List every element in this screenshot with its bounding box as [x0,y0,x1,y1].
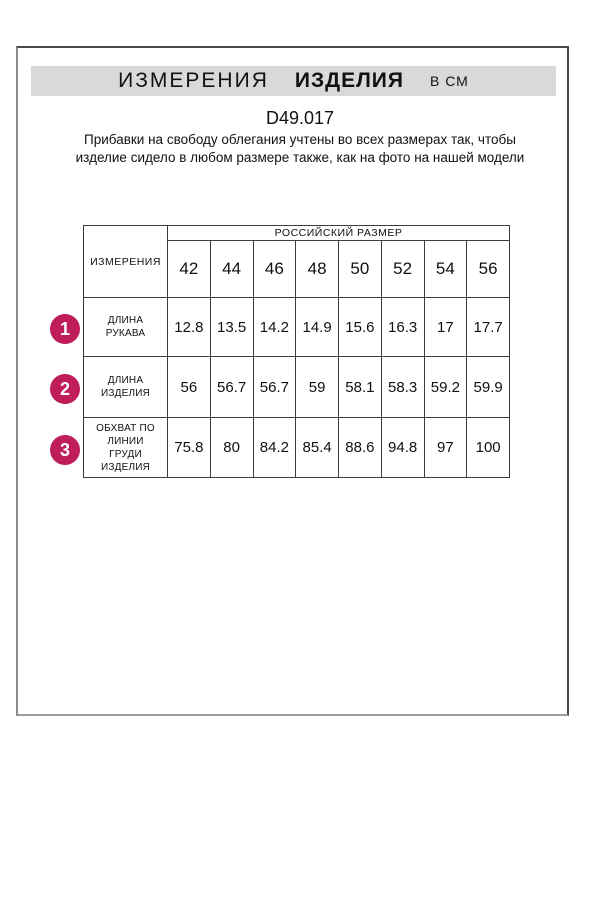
fit-description: Прибавки на свободу облегания учтены во всех размерах так, чтобы изделие сидело в любом размере также, как на фото на нашей модели [75,132,525,165]
value-cell: 58.3 [381,357,424,418]
row-number-badge-3: 3 [50,435,80,465]
article-code: D49.017 [265,108,335,128]
value-cell: 85.4 [296,418,339,478]
table-row-product-length [84,357,510,418]
size-cell: 56 [467,241,510,298]
table-row-sleeve-length [84,298,510,357]
table-row-chest-girth [84,418,510,478]
size-cell: 52 [381,241,424,298]
value-cell: 12.8 [168,298,211,357]
size-cell: 54 [424,241,467,298]
value-cell: 84.2 [253,418,296,478]
row-number-badge-1: 1 [50,314,80,344]
size-cell: 50 [339,241,382,298]
value-cell: 58.1 [339,357,382,418]
value-cell: 94.8 [381,418,424,478]
title-units: В СМ [430,73,469,89]
value-cell: 80 [210,418,253,478]
title-product: ИЗДЕЛИЯ [294,69,404,92]
size-cell: 48 [296,241,339,298]
size-group-header-row [84,226,510,241]
value-cell: 59 [296,357,339,418]
value-cell: 100 [467,418,510,478]
title-measurements: ИЗМЕРЕНИЯ [118,69,269,92]
row-label: ДЛИНА ИЗДЕЛИЯ [84,357,168,418]
value-cell: 59.9 [467,357,510,418]
value-cell: 14.9 [296,298,339,357]
value-cell: 17.7 [467,298,510,357]
row-label: ОБХВАТ ПО ЛИНИИ ГРУДИ ИЗДЕЛИЯ [84,418,168,478]
value-cell: 56 [168,357,211,418]
value-cell: 75.8 [168,418,211,478]
title-banner [31,66,556,96]
value-cell: 56.7 [253,357,296,418]
row-label: ДЛИНА РУКАВА [84,298,168,357]
value-cell: 14.2 [253,298,296,357]
value-cell: 17 [424,298,467,357]
value-cell: 13.5 [210,298,253,357]
value-cell: 15.6 [339,298,382,357]
russian-size-header: РОССИЙСКИЙ РАЗМЕР [168,226,510,241]
value-cell: 97 [424,418,467,478]
value-cell: 59.2 [424,357,467,418]
row-number-badge-2: 2 [50,374,80,404]
value-cell: 88.6 [339,418,382,478]
size-cell: 44 [210,241,253,298]
value-cell: 56.7 [210,357,253,418]
size-cell: 42 [168,241,211,298]
table-corner-header: ИЗМЕРЕНИЯ [84,226,168,298]
size-measurements-table [83,225,510,478]
size-cell: 46 [253,241,296,298]
value-cell: 16.3 [381,298,424,357]
